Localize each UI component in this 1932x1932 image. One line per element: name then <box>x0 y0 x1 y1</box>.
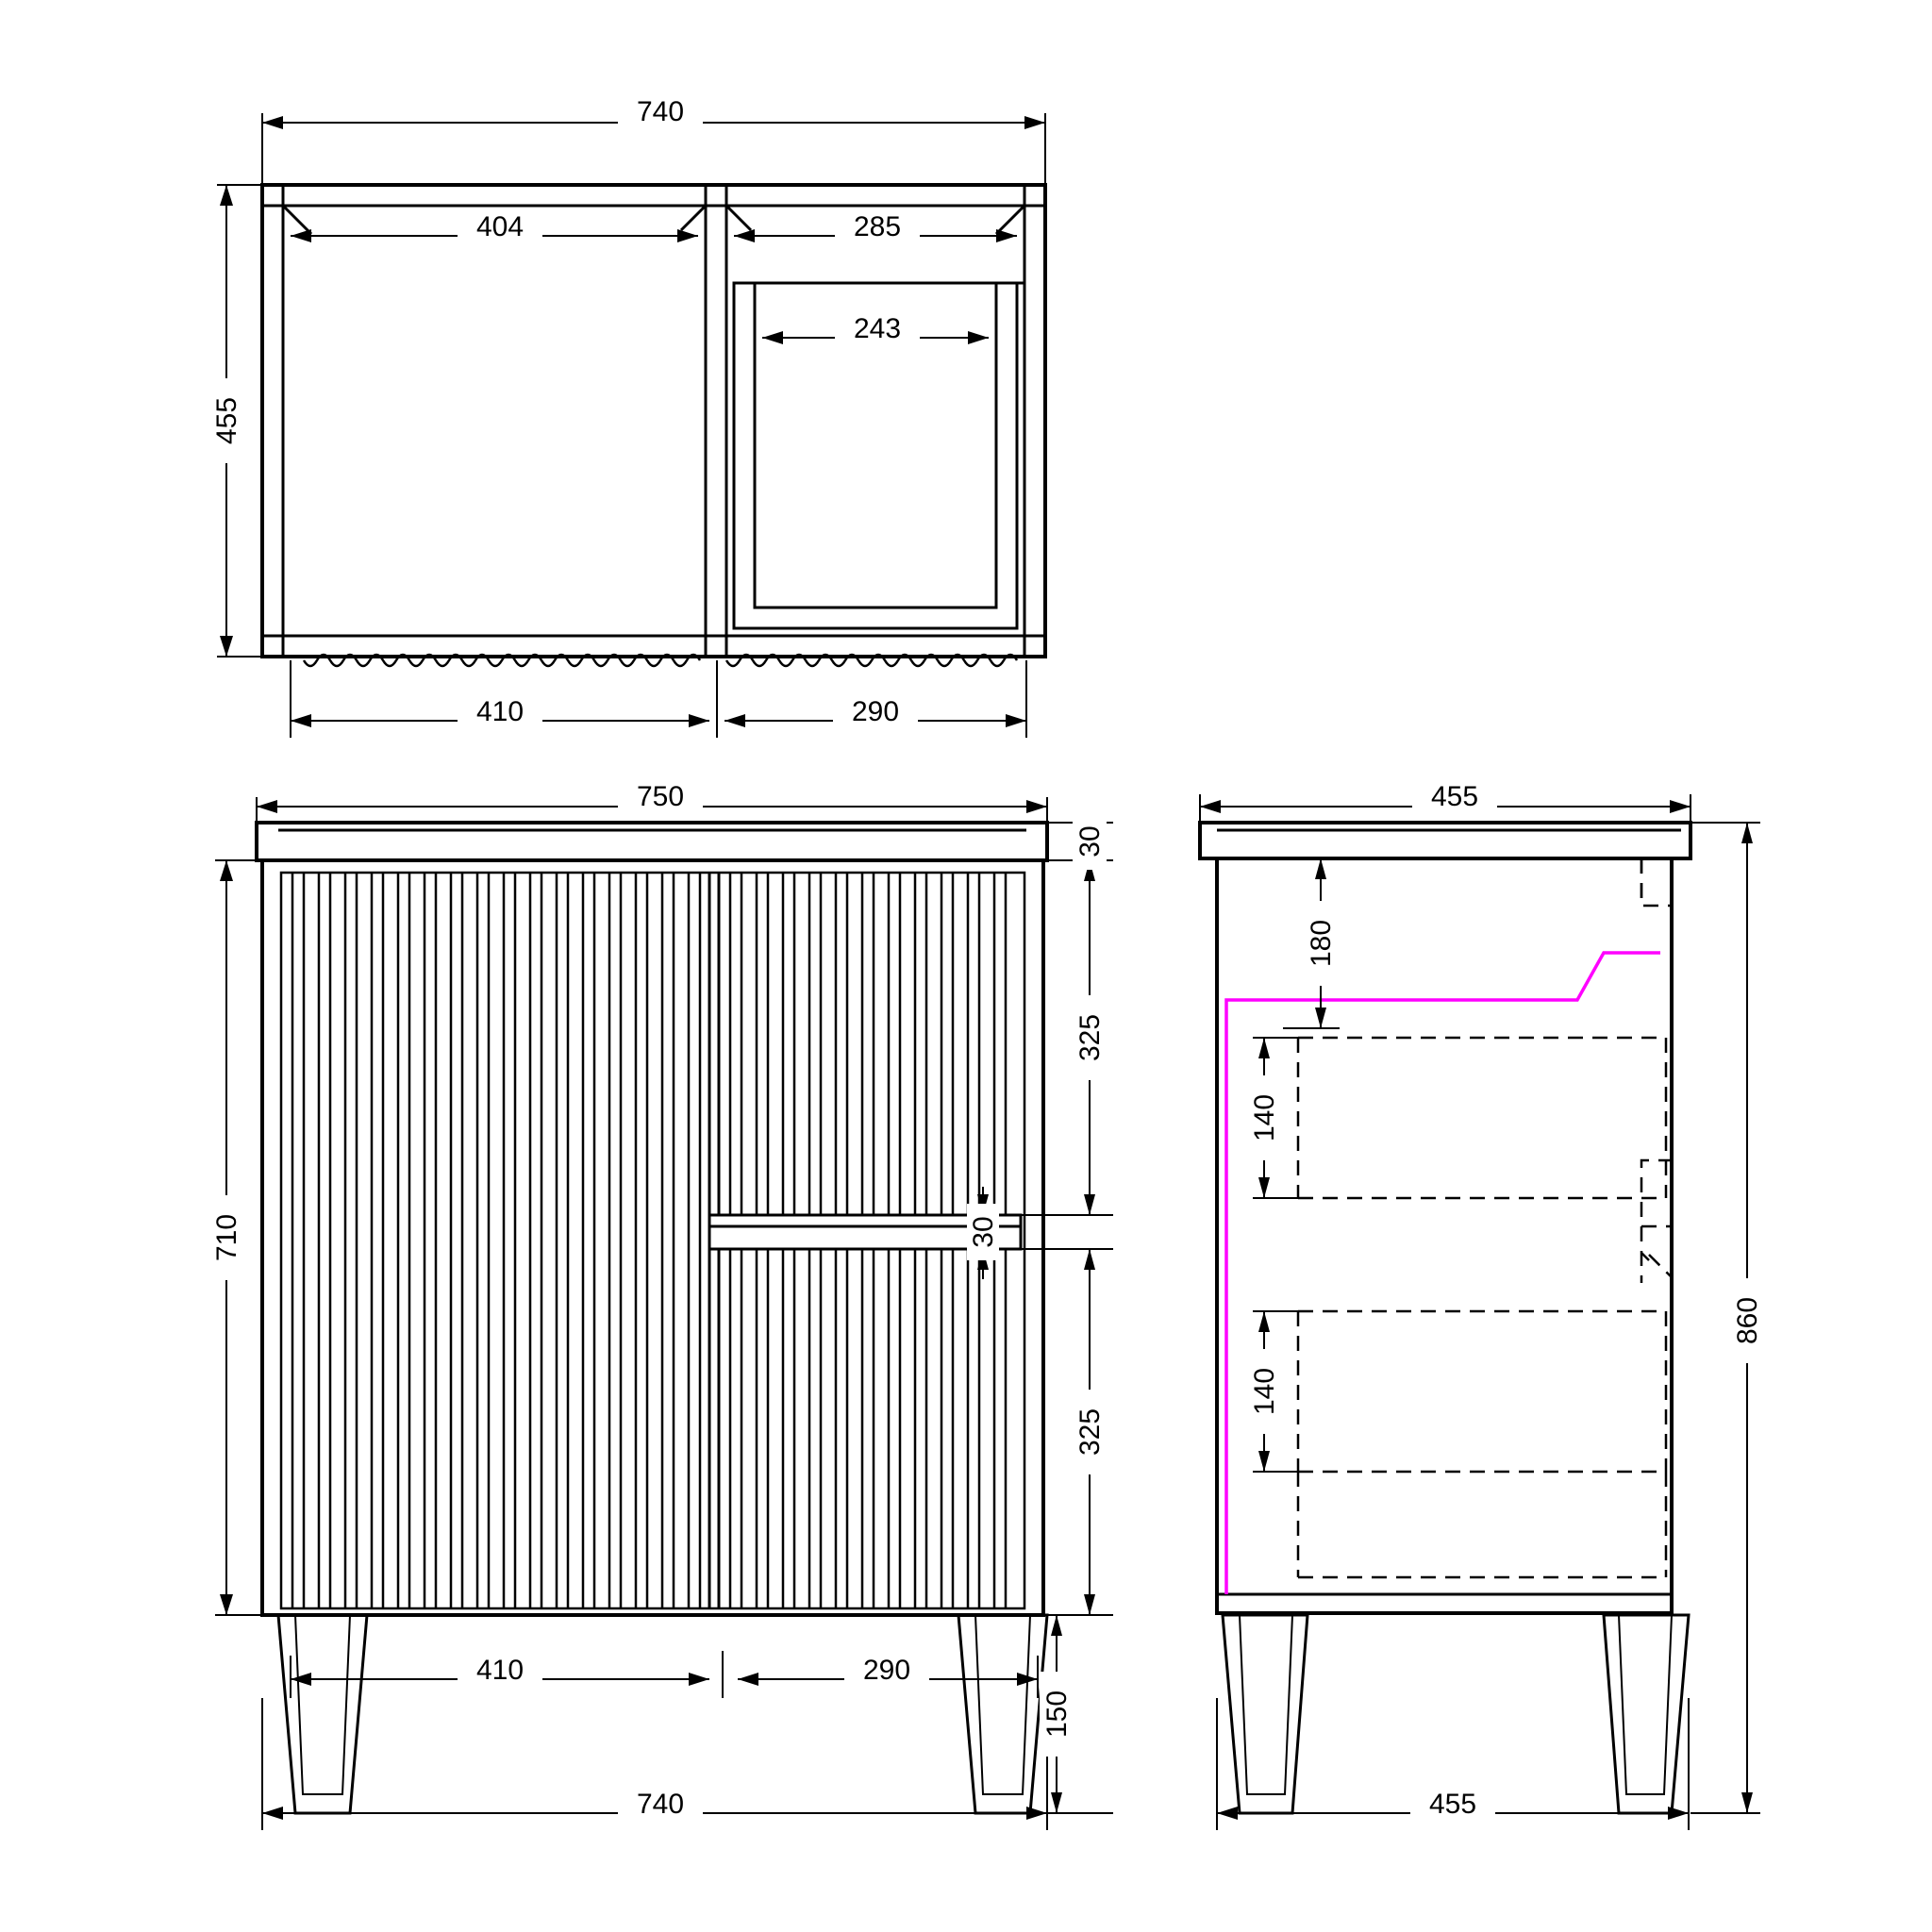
dim-front-lower-drawer: 325 <box>1074 1407 1106 1457</box>
dim-front-top-width: 750 <box>636 781 685 812</box>
dim-front-base-width: 740 <box>636 1789 685 1820</box>
dim-front-handle-gap: 30 <box>968 1216 999 1248</box>
dim-top-right-door: 290 <box>851 696 900 727</box>
dim-front-cabinet-height: 710 <box>211 1213 242 1262</box>
dim-top-left-opening: 404 <box>475 211 525 242</box>
top-view-group <box>262 185 1045 666</box>
dim-front-door-right: 290 <box>862 1655 911 1686</box>
dim-front-top-thickness: 30 <box>1074 825 1106 858</box>
dim-side-basin-drop: 180 <box>1306 919 1337 968</box>
dim-side-overall-height: 860 <box>1732 1296 1763 1345</box>
side-view-group <box>1200 823 1690 1813</box>
dim-front-upper-drawer: 325 <box>1074 1013 1106 1062</box>
dim-top-inner-opening: 243 <box>853 313 902 344</box>
dim-side-lower-drawer: 140 <box>1249 1367 1280 1416</box>
dim-top-right-opening: 285 <box>853 211 902 242</box>
dim-top-depth: 455 <box>211 396 242 445</box>
dim-front-leg-height: 150 <box>1041 1690 1073 1739</box>
dim-top-overall-width: 740 <box>636 96 685 127</box>
dim-top-left-door: 410 <box>475 696 525 727</box>
dim-side-top-depth: 455 <box>1430 781 1479 812</box>
dim-front-door-left: 410 <box>475 1655 525 1686</box>
dim-side-upper-drawer: 140 <box>1249 1093 1280 1142</box>
dim-side-base-depth: 455 <box>1428 1789 1477 1820</box>
